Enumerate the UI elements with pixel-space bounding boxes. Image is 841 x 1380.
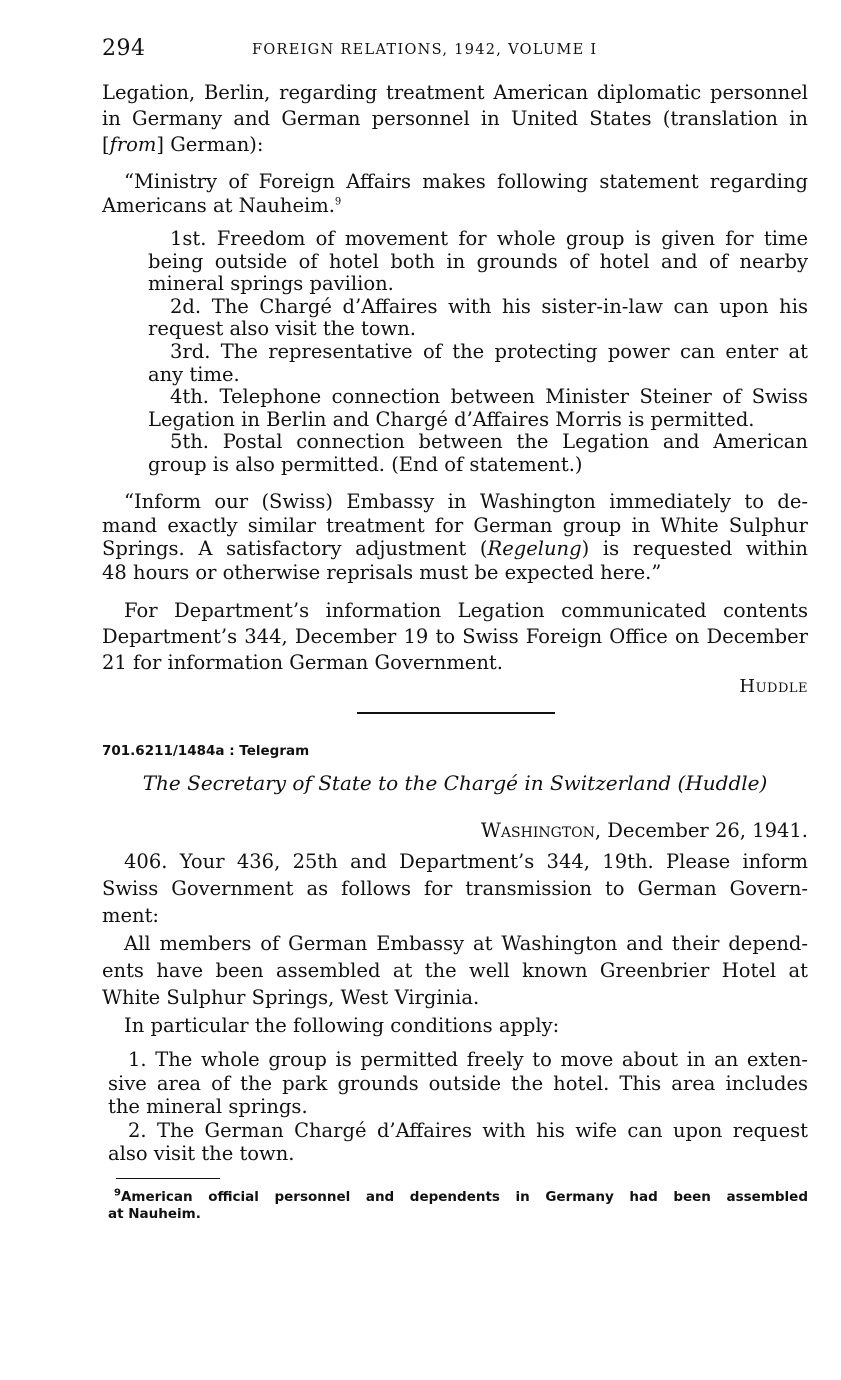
list-item-line: the mineral springs. [108, 1095, 308, 1118]
footnote-divider [116, 1178, 220, 1179]
text-line: Department’s 344, December 19 to Swiss Foreign Office on December [102, 625, 808, 648]
list-item-line: 3rd. The representative of the protecting power can enter at [170, 339, 808, 363]
text-line: Americans at Nauheim.$^9$ [102, 194, 342, 217]
paragraph-continuation [102, 80, 808, 158]
text-line: mand exactly similar treatment for German group in White Sulphur [102, 513, 808, 537]
footnote-line: $^9$American official personnel and dependents in Germany had been assembled [114, 1187, 808, 1205]
italic-word: Regelung [487, 537, 582, 560]
list-item-line: 1st. Freedom of movement for whole group is given for time [170, 227, 808, 250]
text-line: In particular the following conditions apply: [124, 1014, 560, 1037]
list-item-line: any time. [148, 362, 240, 386]
text-line: [from] German): [102, 133, 264, 156]
list-item-line: group is also permitted. (End of statement.) [148, 452, 583, 476]
dateline [481, 819, 808, 842]
text-line: All members of German Embassy at Washington and their depend- [124, 932, 808, 955]
text-line: Legation, Berlin, regarding treatment American diplomatic personnel [102, 81, 808, 104]
text-line: White Sulphur Springs, West Virginia. [102, 986, 480, 1009]
conditions-list [102, 1048, 808, 1166]
file-number: 701.6211/1484a : Telegram [102, 743, 310, 759]
footnote-number: 9 [114, 1187, 121, 1199]
signature: Huddle [739, 676, 808, 697]
quote-instruction-paragraph [102, 490, 808, 584]
list-item-line: being outside of hotel both in grounds of hotel and of nearby [148, 249, 808, 273]
list-item-line: also visit the town. [108, 1142, 295, 1165]
text-line: Springs. A satisfactory adjustment (Regelung) is requested within [102, 537, 808, 560]
department-info-paragraph [102, 598, 808, 676]
dateline-date: , December 26, 1941. [594, 819, 808, 842]
document-title: The Secretary of State to the Chargé in Switzerland (Huddle) [142, 771, 768, 795]
footnote-marker: 9 [334, 196, 342, 208]
text-line: 21 for information German Government. [102, 651, 503, 674]
conditions-intro [102, 1013, 808, 1039]
list-item-line: Legation in Berlin and Chargé d’Affaires Morris is permitted. [148, 407, 755, 431]
text-line: “Inform our (Swiss) Embassy in Washington immediately to de- [124, 490, 808, 513]
text-line: Swiss Government as follows for transmission to German Govern- [102, 877, 808, 900]
telegram-paragraph [102, 848, 808, 929]
footnote-line: at Nauheim. [108, 1206, 201, 1222]
embassy-paragraph [102, 930, 808, 1011]
list-item-line: request also visit the town. [148, 317, 416, 341]
statement-list [148, 228, 808, 477]
section-divider [357, 712, 555, 714]
text-line: 406. Your 436, 25th and Department’s 344, 19th. Please inform [124, 850, 808, 873]
text-line: “Ministry of Foreign Affairs makes following statement regarding [124, 170, 808, 193]
list-item-line: 4th. Telephone connection between Minister Steiner of Swiss [170, 385, 808, 409]
dateline-place: Washington [480, 819, 595, 842]
quote-opening-paragraph [102, 170, 808, 218]
italic-word: from [109, 133, 157, 156]
text-line: ents have been assembled at the well known Greenbrier Hotel at [102, 959, 808, 982]
list-item-line: sive area of the park grounds outside the hotel. This area includes [108, 1071, 808, 1095]
running-head: FOREIGN RELATIONS, 1942, VOLUME I [252, 42, 598, 58]
text-line: ment: [102, 904, 159, 927]
text-line: 48 hours or otherwise reprisals must be expected here.” [102, 560, 662, 584]
list-item-line: 5th. Postal connection between the Legation and American [170, 430, 808, 454]
text-line: in Germany and German personnel in United States (translation in [102, 107, 808, 130]
list-item-line: 2d. The Chargé d’Affaires with his sister-in-law can upon his [170, 294, 808, 318]
list-item-line: 1. The whole group is permitted freely to move about in an exten- [128, 1048, 808, 1071]
page-number: 294 [102, 36, 146, 61]
list-item-line: 2. The German Chargé d’Affaires with his wife can upon request [128, 1118, 808, 1142]
text-line: For Department’s information Legation communicated contents [124, 599, 808, 622]
list-item-line: mineral springs pavilion. [148, 272, 394, 296]
footnote [108, 1189, 808, 1223]
page-header [102, 36, 808, 66]
